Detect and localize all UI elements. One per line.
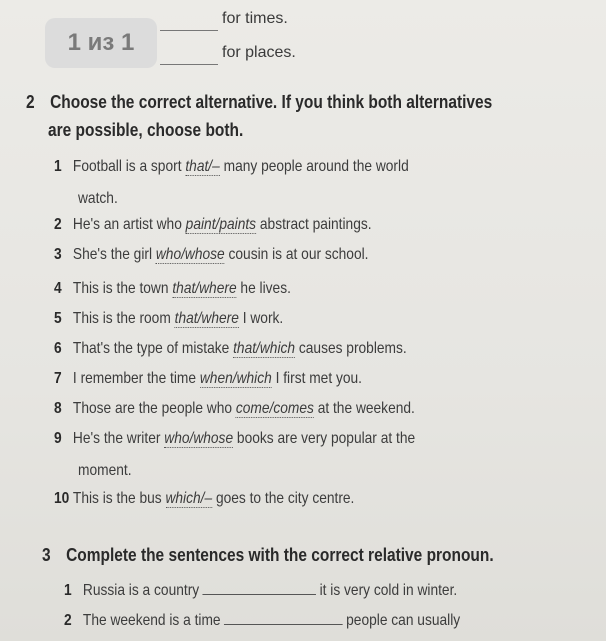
task3-instruction (42, 545, 494, 566)
alternative-choice[interactable]: that/which (233, 340, 296, 357)
item-number: 7 (54, 370, 62, 387)
task2-instruction-cont: are possible, choose both. (48, 120, 244, 140)
answer-blank-places[interactable] (160, 64, 218, 65)
alternative-choice[interactable]: that/where (172, 280, 237, 297)
task2-instruction-line1: Choose the correct alternative. If you think both alternatives (50, 92, 493, 112)
item-text-after: causes problems. (295, 340, 407, 357)
task2-item-7 (54, 370, 362, 388)
alternative-choice[interactable]: paint/paints (185, 216, 257, 233)
task2-item-continuation: watch. (78, 190, 118, 207)
task2-item-3 (54, 246, 368, 264)
alternative-choice[interactable]: that/– (185, 158, 220, 175)
item-number: 2 (64, 612, 72, 629)
item-text-before: He's an artist who (72, 216, 186, 233)
item-text-before: He's the writer (72, 430, 165, 447)
item-text-after: I work. (238, 310, 284, 327)
task2-instruction (26, 92, 492, 113)
task3-instruction-text: Complete the sentences with the correct relative pronoun. (66, 545, 494, 565)
task2-item-continuation: moment. (78, 462, 132, 479)
top-line-times: for times. (222, 10, 288, 27)
item-number: 1 (54, 158, 62, 175)
item-text-after: people can usually (346, 612, 461, 629)
task2-item-1 (54, 158, 409, 176)
page-indicator-badge: 1 из 1 (45, 18, 157, 68)
task2-item-5 (54, 310, 283, 328)
item-text-after: many people around the world (219, 158, 409, 175)
item-text-before: This is the bus (72, 490, 166, 507)
item-text-after: I first met you. (271, 370, 363, 387)
item-text-before: This is the room (72, 310, 175, 327)
task2-item-2 (54, 216, 372, 234)
task2-item-9 (54, 430, 415, 448)
item-number: 5 (54, 310, 62, 327)
alternative-choice[interactable]: which/– (165, 490, 213, 507)
alternative-choice[interactable]: that/where (174, 310, 239, 327)
item-number: 6 (54, 340, 62, 357)
alternative-choice[interactable]: who/whose (164, 430, 234, 447)
item-text-before: She's the girl (72, 246, 156, 263)
task3-item-1 (64, 582, 457, 600)
task3-item-2 (64, 612, 460, 630)
item-text-before: Those are the people who (72, 400, 236, 417)
alternative-choice[interactable]: when/which (199, 370, 272, 387)
task2-item-8 (54, 400, 415, 418)
alternative-choice[interactable]: who/whose (155, 246, 225, 263)
item-text-before: This is the town (72, 280, 173, 297)
item-text-before: That's the type of mistake (72, 340, 234, 357)
task2-item-4 (54, 280, 291, 298)
task2-number: 2 (26, 92, 35, 112)
item-number: 10 (54, 490, 70, 507)
answer-blank-times[interactable] (160, 30, 218, 31)
item-number: 9 (54, 430, 62, 447)
item-text-after: at the weekend. (313, 400, 415, 417)
top-line-places: for places. (222, 44, 296, 61)
task2-item-6 (54, 340, 407, 358)
item-text-after: he lives. (236, 280, 291, 297)
item-number: 3 (54, 246, 62, 263)
item-text-after: goes to the city centre. (212, 490, 355, 507)
item-number: 2 (54, 216, 62, 233)
answer-blank[interactable] (224, 624, 343, 625)
item-text-after: it is very cold in winter. (319, 582, 458, 599)
answer-blank[interactable] (203, 594, 317, 595)
item-text-before: Russia is a country (82, 582, 200, 599)
item-text-after: abstract paintings. (256, 216, 372, 233)
alternative-choice[interactable]: come/comes (235, 400, 314, 417)
item-text-before: The weekend is a time (82, 612, 221, 629)
item-number: 1 (64, 582, 72, 599)
task2-item-10 (54, 490, 354, 508)
item-text-after: cousin is at our school. (224, 246, 369, 263)
item-number: 8 (54, 400, 62, 417)
item-text-before: I remember the time (72, 370, 200, 387)
item-number: 4 (54, 280, 62, 297)
item-text-before: Football is a sport (72, 158, 186, 175)
item-text-after: books are very popular at the (233, 430, 416, 447)
task3-number: 3 (42, 545, 51, 565)
